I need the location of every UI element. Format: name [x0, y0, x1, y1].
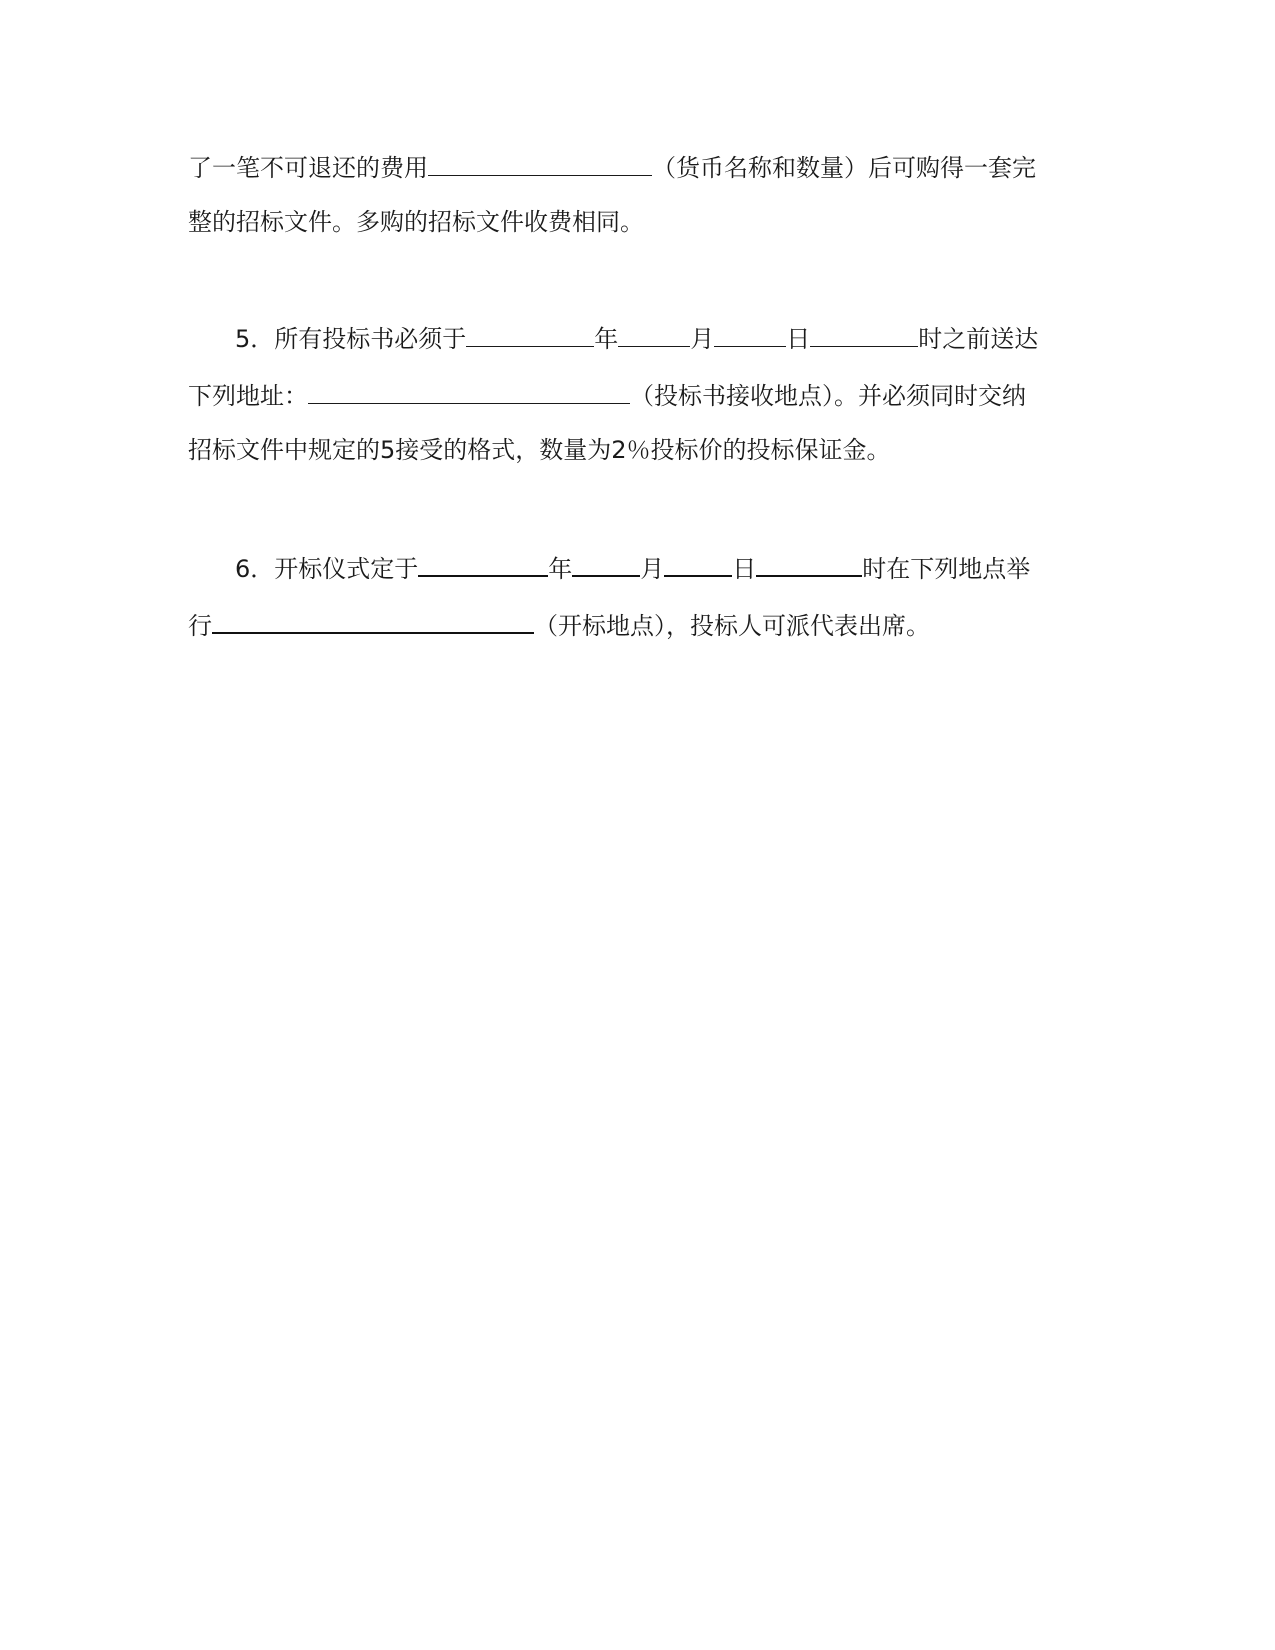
p5-month-label: 月 [690, 325, 715, 353]
p4-text-c: 整的招标文件。多购的招标文件收费相同。 [188, 208, 644, 236]
p6-month-label: 月 [640, 555, 665, 583]
p4-line-2 [188, 202, 1068, 242]
p6-line-2 [188, 602, 1068, 642]
p6-day-label: 日 [732, 555, 757, 583]
p6-year-label: 年 [548, 555, 573, 583]
p4-text-a: 了一笔不可退还的费用 [188, 154, 428, 182]
p6-hour-blank[interactable] [756, 545, 862, 577]
p5-line-3 [188, 430, 1068, 470]
p5-address-label: 下列地址： [188, 382, 308, 410]
p5-hour-blank[interactable] [810, 316, 918, 347]
p6-year-blank[interactable] [418, 545, 548, 577]
p5-line-2 [188, 373, 1068, 413]
p5-number-text: 5．所有投标书必须于 [235, 325, 467, 353]
p5-year-blank[interactable] [466, 316, 594, 347]
p4-line-1 [188, 145, 1068, 185]
p5-deposit-text: 招标文件中规定的5接受的格式，数量为2％投标价的投标保证金。 [188, 436, 891, 464]
p6-number-text: 6．开标仪式定于 [235, 555, 419, 583]
bid-receiving-address-blank[interactable] [308, 373, 630, 404]
opening-venue-blank[interactable] [212, 602, 534, 634]
p6-line-1 [188, 545, 1068, 585]
p6-month-blank[interactable] [572, 545, 640, 577]
p5-year-label: 年 [594, 325, 619, 353]
p6-day-blank[interactable] [664, 545, 732, 577]
p5-address-text: （投标书接收地点）。并必须同时交纳 [630, 382, 1026, 410]
p4-text-b: （货币名称和数量）后可购得一套完 [652, 154, 1036, 182]
p6-venue-label: 行 [188, 612, 212, 640]
p5-day-label: 日 [786, 325, 811, 353]
p5-day-blank[interactable] [714, 316, 786, 347]
fee-amount-blank[interactable] [428, 145, 652, 176]
p5-month-blank[interactable] [618, 316, 690, 347]
p6-hour-text: 时在下列地点举 [862, 555, 1031, 583]
p5-hour-text: 时之前送达 [918, 325, 1039, 353]
p6-venue-text: （开标地点），投标人可派代表出席。 [534, 612, 930, 640]
p5-line-1 [188, 316, 1068, 356]
